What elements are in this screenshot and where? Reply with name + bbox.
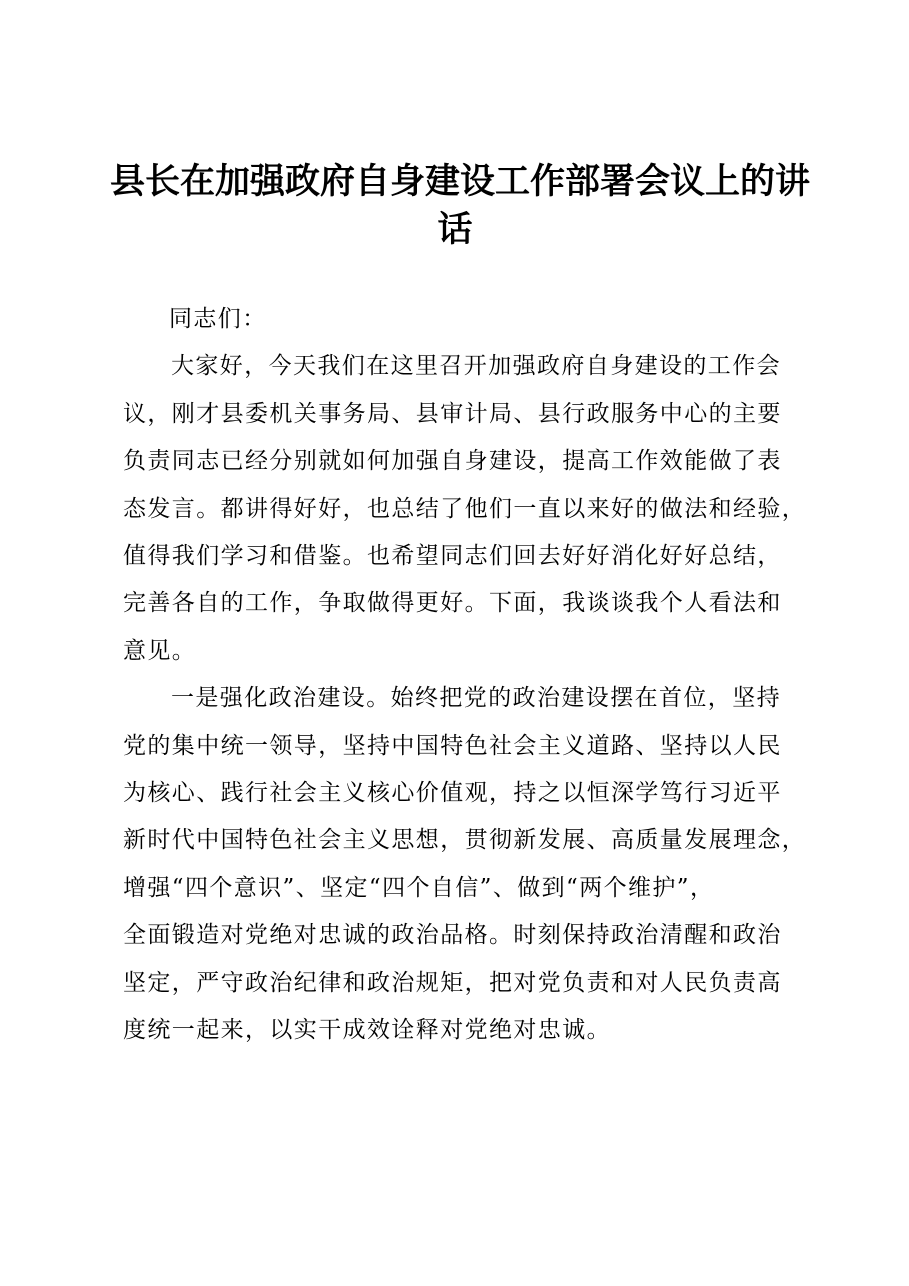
- paragraph-line: 度统一起来，以实干成效诠释对党绝对忠诚。: [123, 1017, 611, 1044]
- paragraph-line: 意见。: [123, 637, 197, 664]
- document-body: [123, 296, 807, 1055]
- paragraph-line: 新时代中国特色社会主义思想，贯彻新发展、高质量发展理念，: [123, 827, 807, 854]
- paragraph-line: 完善各自的工作，争取做得更好。下面，我谈谈我个人看法和: [123, 590, 782, 617]
- title-line-2: 话: [437, 209, 473, 250]
- paragraph-line: 态发言。都讲得好好，也总结了他们一直以来好的做法和经验，: [123, 495, 807, 522]
- paragraph-line: 值得我们学习和借鉴。也希望同志们回去好好消化好好总结，: [123, 543, 782, 570]
- paragraph-line: 坚定，严守政治纪律和政治规矩，把对党负责和对人民负责高: [123, 969, 782, 996]
- document-title: [110, 158, 811, 254]
- paragraph-line: 一是强化政治建设。始终把党的政治建设摆在首位，坚持: [171, 685, 781, 712]
- paragraph-line: 负责同志已经分别就如何加强自身建设，提高工作效能做了表: [123, 448, 782, 475]
- title-line-1: 县长在加强政府自身建设工作部署会议上的讲: [110, 161, 811, 202]
- paragraph-opening: [123, 343, 807, 675]
- paragraph-political-building: [123, 675, 807, 1054]
- paragraph-line: 全面锻造对党绝对忠诚的政治品格。时刻保持政治清醒和政治: [123, 922, 782, 949]
- paragraph-line: 大家好，今天我们在这里召开加强政府自身建设的工作会: [171, 353, 781, 380]
- paragraph-line: 议，刚才县委机关事务局、县审计局、县行政服务中心的主要: [123, 400, 782, 427]
- paragraph-line: 为核心、践行社会主义核心价值观，持之以恒深学笃行习近平: [123, 780, 782, 807]
- paragraph-line: 党的集中统一领导，坚持中国特色社会主义道路、坚持以人民: [123, 732, 782, 759]
- salutation: 同志们：: [169, 306, 267, 332]
- paragraph-line: 增强“四个意识”、坚定“四个自信”、做到“两个维护”，: [123, 874, 715, 901]
